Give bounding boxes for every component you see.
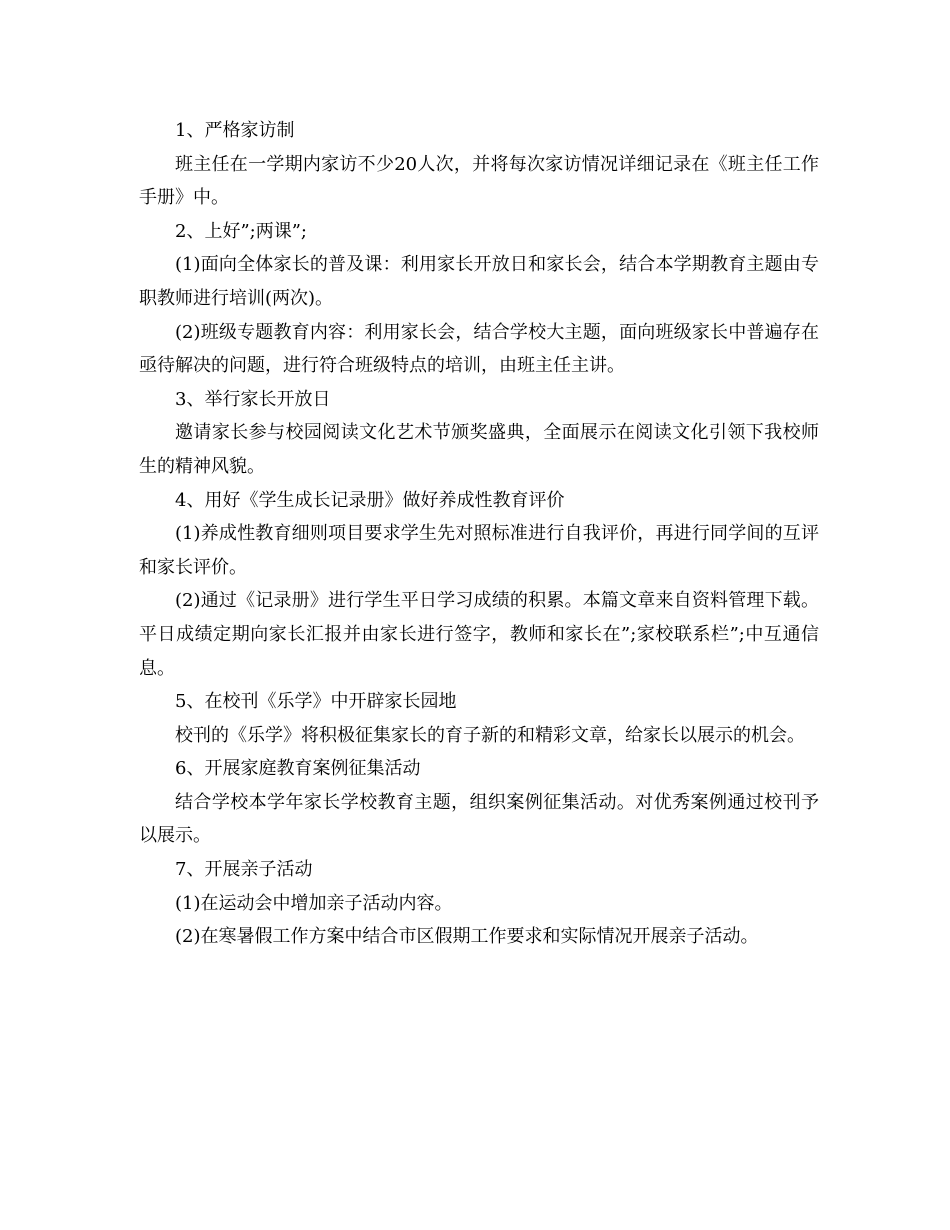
paragraph-sports-meet: (1)在运动会中增加亲子活动内容。 [175, 892, 453, 914]
paragraph-open-day: 邀请家长参与校园阅读文化艺术节颁奖盛典，全面展示在阅读文化引领下我校师生的精神风貌。 [139, 422, 819, 477]
heading-two-lessons: 2、上好”;两课”; [175, 220, 307, 242]
paragraph-record-book: (2)通过《记录册》进行学生平日学习成绩的积累。本篇文章来自资料管理下载。平日成绩定期向家长汇报并由家长进行签字，教师和家长在”;家校联系栏”;中互通信息。 [139, 590, 819, 679]
heading-parent-child: 7、开展亲子活动 [175, 859, 313, 881]
paragraph-popular-course: (1)面向全体家长的普及课：利用家长开放日和家长会，结合本学期教育主题由专职教师进行培训(两次)。 [139, 254, 819, 309]
document-body [139, 114, 819, 954]
paragraph-home-visit: 班主任在一学期内家访不少20人次，并将每次家访情况详细记录在《班主任工作手册》中。 [139, 153, 819, 209]
paragraph-case-collection: 结合学校本学年家长学校教育主题，组织案例征集活动。对优秀案例通过校刊予以展示。 [139, 791, 819, 847]
heading-school-magazine: 5、在校刊《乐学》中开辟家长园地 [175, 691, 457, 713]
heading-case-collection: 6、开展家庭教育案例征集活动 [175, 758, 421, 780]
paragraph-holiday-plan: (2)在寒暑假工作方案中结合市区假期工作要求和实际情况开展亲子活动。 [175, 926, 759, 948]
paragraph-class-topic: (2)班级专题教育内容：利用家长会，结合学校大主题，面向班级家长中普遍存在亟待解决的问题，进行符合班级特点的培训，由班主任主讲。 [139, 321, 819, 377]
paragraph-school-magazine: 校刊的《乐学》将积极征集家长的育子新的和精彩文章，给家长以展示的机会。 [175, 724, 805, 746]
paragraph-self-evaluation: (1)养成性教育细则项目要求学生先对照标准进行自我评价，再进行同学间的互评和家长评价。 [139, 523, 819, 578]
heading-home-visit: 1、严格家访制 [175, 120, 295, 141]
heading-growth-record: 4、用好《学生成长记录册》做好养成性教育评价 [175, 489, 565, 511]
heading-open-day: 3、举行家长开放日 [175, 388, 331, 410]
